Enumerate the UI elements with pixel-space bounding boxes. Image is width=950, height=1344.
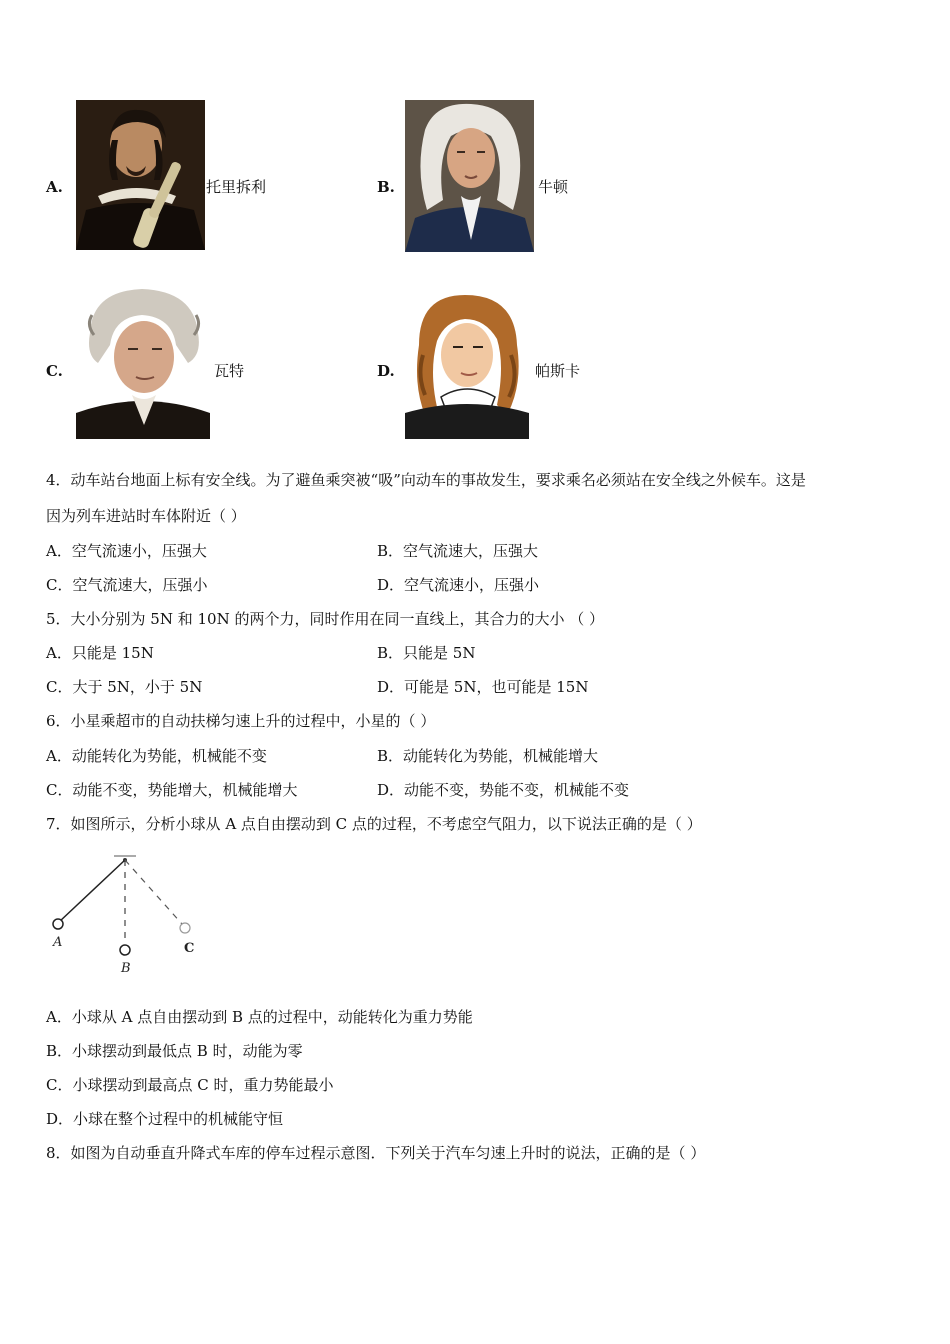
q3-option-b-name: 牛顿: [538, 178, 569, 196]
q6-option-b: B．动能转化为势能，机械能增大: [377, 747, 599, 765]
q5-option-c: C．大于 5N，小于 5N: [46, 678, 203, 696]
watt-portrait-icon: [76, 285, 210, 439]
q4-option-c: C．空气流速大，压强小: [46, 576, 208, 594]
q3-option-d-letter: D.: [377, 362, 395, 380]
q7-option-a: A．小球从 A 点自由摆动到 B 点的过程中，动能转化为重力势能: [46, 1008, 473, 1026]
q3-option-c-letter: C.: [46, 362, 63, 380]
label-b: B: [121, 961, 131, 976]
label-a: A: [53, 935, 63, 950]
string-to-a: [59, 860, 125, 922]
q8-stem: 8．如图为自动垂直升降式车库的停车过程示意图．下列关于汽车匀速上升时的说法，正确的是（ ）: [46, 1144, 706, 1162]
q7-option-d: D．小球在整个过程中的机械能守恒: [46, 1110, 284, 1128]
ball-c: [180, 923, 190, 933]
ball-b: [120, 945, 130, 955]
q3-option-a-letter: A.: [46, 178, 63, 196]
q4-stem-line1: 4．动车站台地面上标有安全线。为了避鱼乘突被“吸”向动车的事故发生，要求乘名必须站在安全线之外候车。这是: [46, 471, 806, 489]
ball-a: [53, 919, 63, 929]
q3-option-b-letter: B.: [377, 178, 395, 196]
q7-option-c: C．小球摆动到最高点 C 时，重力势能最小: [46, 1076, 334, 1094]
q5-option-d: D．可能是 5N，也可能是 15N: [377, 678, 589, 696]
label-c: C: [184, 941, 195, 956]
q6-stem: 6．小星乘超市的自动扶梯匀速上升的过程中，小星的（ ）: [46, 712, 436, 730]
q3-option-c-name: 瓦特: [214, 362, 245, 380]
q6-option-d: D．动能不变，势能不变，机械能不变: [377, 781, 630, 799]
q5-option-a: A．只能是 15N: [46, 644, 154, 662]
pendulum-diagram: [46, 854, 206, 976]
q7-stem: 7．如图所示，分析小球从 A 点自由摆动到 C 点的过程，不考虑空气阻力，以下说法正确的是（ ）: [46, 815, 702, 833]
q4-stem-line2: 因为列车进站时车体附近（ ）: [46, 507, 246, 525]
q6-option-c: C．动能不变，势能增大，机械能增大: [46, 781, 298, 799]
torricelli-portrait-icon: [76, 100, 205, 250]
q6-option-a: A．动能转化为势能，机械能不变: [46, 747, 267, 765]
q7-option-b: B．小球摆动到最低点 B 时，动能为零: [46, 1042, 303, 1060]
q4-option-b: B．空气流速大，压强大: [377, 542, 539, 560]
q5-stem: 5．大小分别为 5N 和 10N 的两个力，同时作用在同一直线上，其合力的大小 （ ）: [46, 610, 605, 628]
q3-option-d-name: 帕斯卡: [535, 362, 581, 380]
newton-portrait-icon: [405, 100, 534, 252]
pascal-portrait-icon: [405, 285, 529, 439]
q4-option-d: D．空气流速小，压强小: [377, 576, 540, 594]
q4-option-a: A．空气流速小，压强大: [46, 542, 207, 560]
q3-option-a-name: 托里拆利: [206, 178, 267, 196]
string-to-c: [125, 860, 182, 924]
q5-option-b: B．只能是 5N: [377, 644, 476, 662]
